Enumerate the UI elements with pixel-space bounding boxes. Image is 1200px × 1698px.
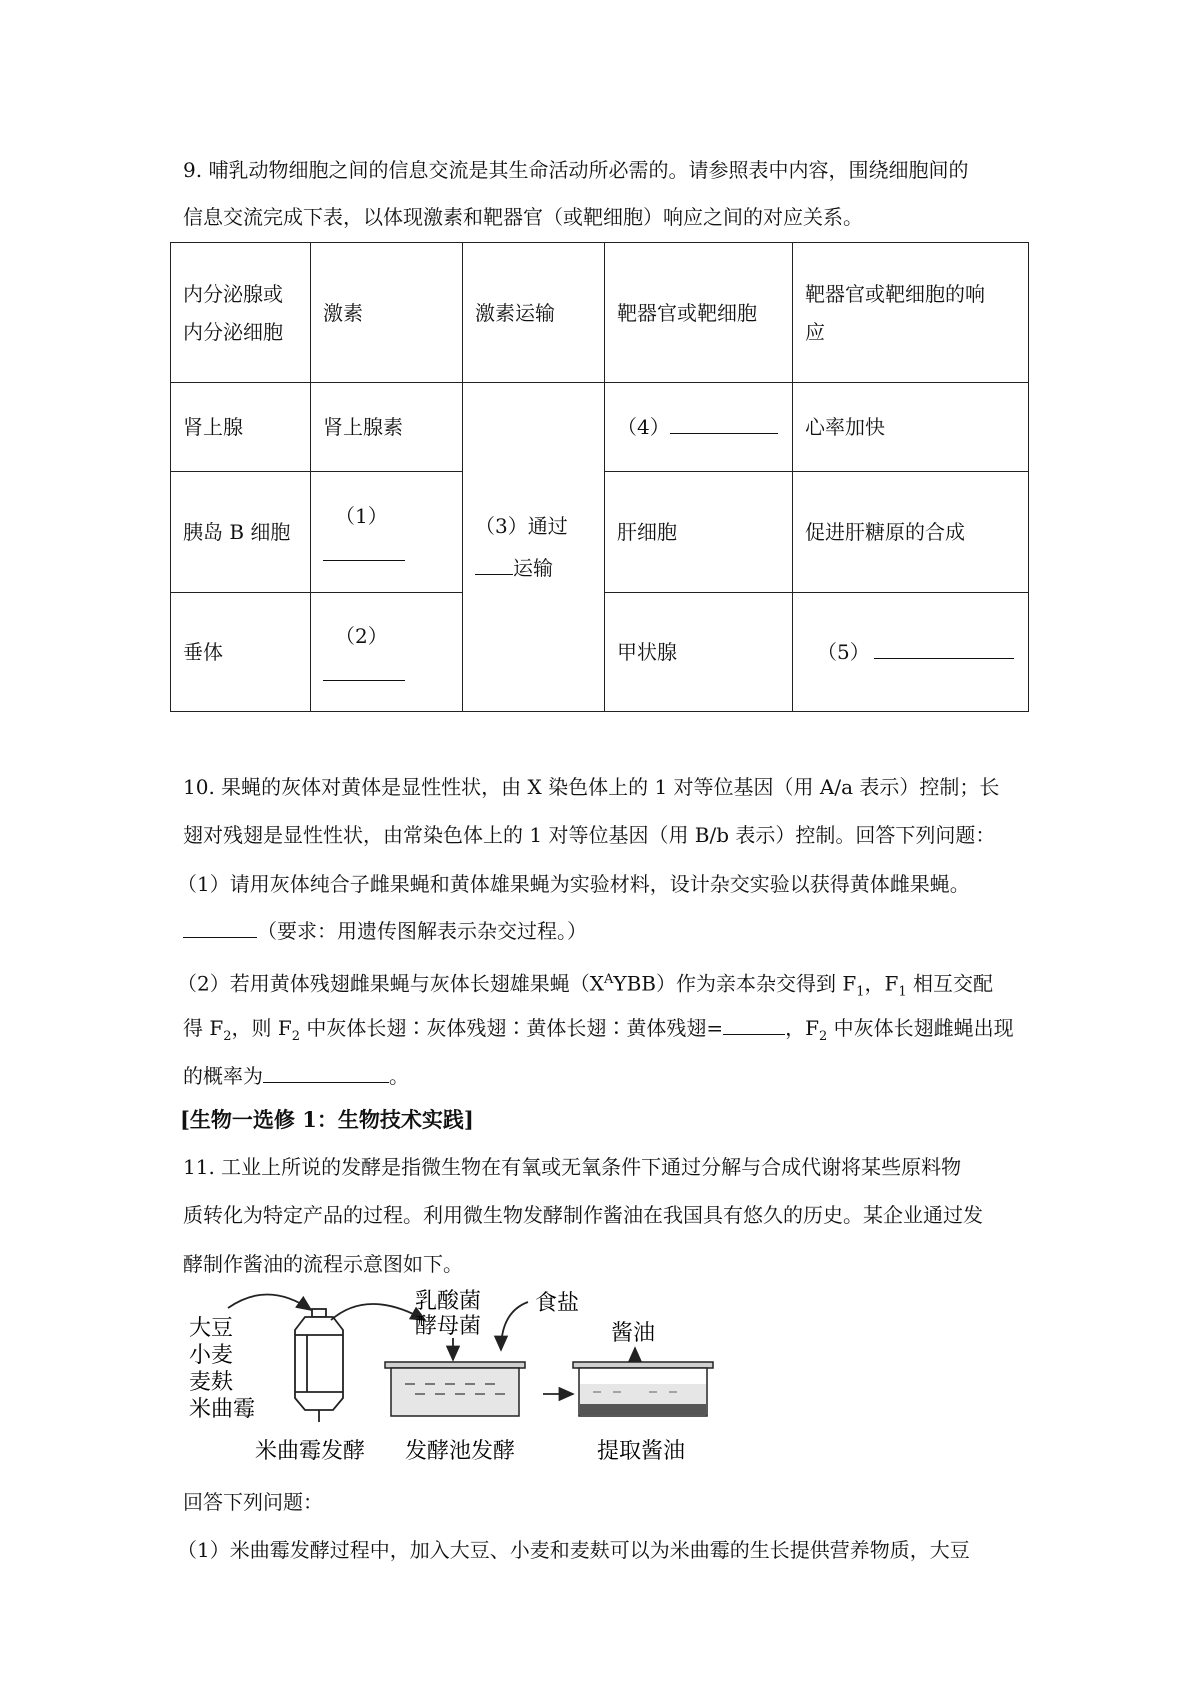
- stage-label: 发酵池发酵: [405, 1439, 516, 1464]
- row1-target-blank: [670, 415, 778, 434]
- header-response-l1: 靶器官或靶细胞的响: [805, 281, 985, 306]
- header-target: 靶器官或靶细胞: [605, 243, 793, 383]
- row2-response: 促进肝糖原的合成: [793, 472, 1029, 593]
- row3-response-blank: [874, 640, 1014, 659]
- q10-l6-e: 中灰体长翅雌蝇出现: [827, 1016, 1014, 1040]
- arrow-to-fermenter: [228, 1294, 311, 1310]
- q10-line-7: [183, 1064, 409, 1088]
- q10-line-3: （1）请用灰体纯合子雌果蝇和黄体雄果蝇为实验材料，设计杂交实验以获得黄体雌果蝇。: [177, 872, 970, 896]
- additive-label: 乳酸菌: [415, 1289, 482, 1314]
- extraction-tank-icon: [573, 1362, 713, 1416]
- arrow-salt: [501, 1302, 528, 1350]
- row1-gland: 肾上腺: [171, 383, 311, 472]
- row2-hormone-text: （1）: [335, 503, 388, 528]
- raw-materials: [189, 1316, 255, 1422]
- additive-label: 酵母菌: [415, 1314, 482, 1339]
- header-transport: 激素运输: [463, 243, 605, 383]
- row3-hormone: [311, 593, 463, 712]
- q10-line-6: [183, 1016, 1014, 1049]
- q10-l6-c: 中灰体长翅∶灰体残翅∶黄体长翅∶黄体残翅=: [300, 1016, 724, 1040]
- q10-l7-b: 。: [389, 1064, 409, 1088]
- q9-line-2: 信息交流完成下表，以体现激素和靶器官（或靶细胞）响应之间的对应关系。: [183, 205, 863, 229]
- q10-l5-sup: A: [603, 972, 614, 987]
- transport-cell: [463, 383, 605, 712]
- q11-line-2: 质转化为特定产品的过程。利用微生物发酵制作酱油在我国具有悠久的历史。某企业通过发: [183, 1203, 983, 1227]
- raw-material-label: 麦麸: [189, 1370, 234, 1395]
- row3-hormone-blank-wrap: [323, 666, 450, 681]
- row3-gland: 垂体: [171, 593, 311, 712]
- row2-hormone: [311, 472, 463, 593]
- q10-l5-a: （2）若用黄体残翅雌果蝇与灰体长翅雄果蝇（X: [177, 971, 604, 996]
- q10-line-2: 翅对残翅是显性性状，由常染色体上的 1 对等位基因（用 B/b 表示）控制。回答下列问题：: [183, 823, 996, 847]
- header-hormone: 激素: [311, 243, 463, 383]
- q10-l6-sub1: 2: [223, 1029, 232, 1044]
- q11-line-1: 11. 工业上所说的发酵是指微生物在有氧或无氧条件下通过分解与合成代谢将某些原料物: [183, 1155, 962, 1179]
- q10-l7-a: 的概率为: [183, 1064, 263, 1088]
- q10-l6-sub3: 2: [819, 1029, 828, 1044]
- header-response: [793, 243, 1029, 383]
- raw-material-label: 大豆: [189, 1316, 234, 1341]
- row2-hormone-blank: [323, 546, 405, 561]
- salt-label: 食盐: [535, 1291, 580, 1316]
- q10-line-4: [183, 919, 587, 943]
- q10-prob-blank: [263, 1064, 389, 1083]
- arrow-to-pool: [331, 1304, 425, 1320]
- row3-hormone-text: （2）: [335, 623, 388, 648]
- table-header-row: [171, 243, 1029, 383]
- hormone-table: [170, 242, 1029, 712]
- row2-gland: 胰岛 B 细胞: [171, 472, 311, 593]
- row3-response: [793, 593, 1029, 712]
- raw-material-label: 米曲霉: [189, 1397, 256, 1422]
- row3-hormone-blank: [323, 666, 405, 681]
- q11-line-3: 酵制作酱油的流程示意图如下。: [183, 1252, 463, 1276]
- section-title: [生物一选修 1：生物技术实践]: [180, 1107, 474, 1132]
- q10-line-5: [177, 968, 993, 1005]
- row1-target: [605, 383, 793, 472]
- q10-line-4-text: （要求：用遗传图解表示杂交过程。）: [257, 919, 587, 943]
- stage-label: 提取酱油: [597, 1439, 686, 1464]
- q10-l5-sub2: 1: [898, 984, 907, 1000]
- q10-l5-c: ，F: [864, 971, 899, 996]
- row3-response-text: （5）: [817, 640, 870, 664]
- header-gland-l2: 内分泌细胞: [183, 319, 283, 344]
- q11-line-5: （1）米曲霉发酵过程中，加入大豆、小麦和麦麸可以为米曲霉的生长提供营养物质，大豆: [177, 1538, 970, 1562]
- q10-l6-sub2: 2: [291, 1029, 301, 1044]
- transport-l1: （3）通过: [475, 514, 568, 538]
- q9-line-1: 9. 哺乳动物细胞之间的信息交流是其生命活动所必需的。请参照表中内容，围绕细胞间的: [183, 158, 969, 182]
- q10-l5-b: YBB）作为亲本杂交得到 F: [613, 971, 857, 996]
- row3-target: 甲状腺: [605, 593, 793, 712]
- transport-l2: [475, 556, 592, 580]
- q10-l5-d: 相互交配: [906, 971, 994, 996]
- q10-l6-b: ，则 F: [231, 1016, 292, 1040]
- stage-label: 米曲霉发酵: [255, 1439, 366, 1464]
- q10-ratio-blank: [723, 1016, 785, 1035]
- header-response-l2: 应: [805, 319, 825, 344]
- fermentation-pool-icon: [385, 1362, 525, 1416]
- table-row: [171, 383, 1029, 472]
- row2-target: 肝细胞: [605, 472, 793, 593]
- row2-hormone-blank-wrap: [323, 546, 450, 561]
- fermenter-vessel-icon: [295, 1309, 343, 1422]
- header-gland-l1: 内分泌腺或: [183, 281, 283, 306]
- product-label: 酱油: [611, 1321, 656, 1346]
- row1-target-text: （4）: [617, 415, 670, 439]
- q11-line-4: 回答下列问题：: [183, 1490, 323, 1514]
- q10-l5-sub1: 1: [856, 984, 865, 1000]
- row1-response: 心率加快: [793, 383, 1029, 472]
- q10-l6-d: ，F: [785, 1016, 820, 1040]
- q10-line-1: 10. 果蝇的灰体对黄体是显性性状，由 X 染色体上的 1 对等位基因（用 A/a 表示）控制；长: [183, 775, 1000, 799]
- row1-hormone: 肾上腺素: [311, 383, 463, 472]
- transport-blank: [475, 556, 513, 575]
- q10-l6-a: 得 F: [183, 1016, 224, 1040]
- soy-sauce-process-diagram: [183, 1280, 783, 1470]
- header-gland: [171, 243, 311, 383]
- transport-l2-text: 运输: [513, 556, 553, 580]
- raw-material-label: 小麦: [189, 1343, 234, 1368]
- q10-design-blank: [183, 919, 257, 938]
